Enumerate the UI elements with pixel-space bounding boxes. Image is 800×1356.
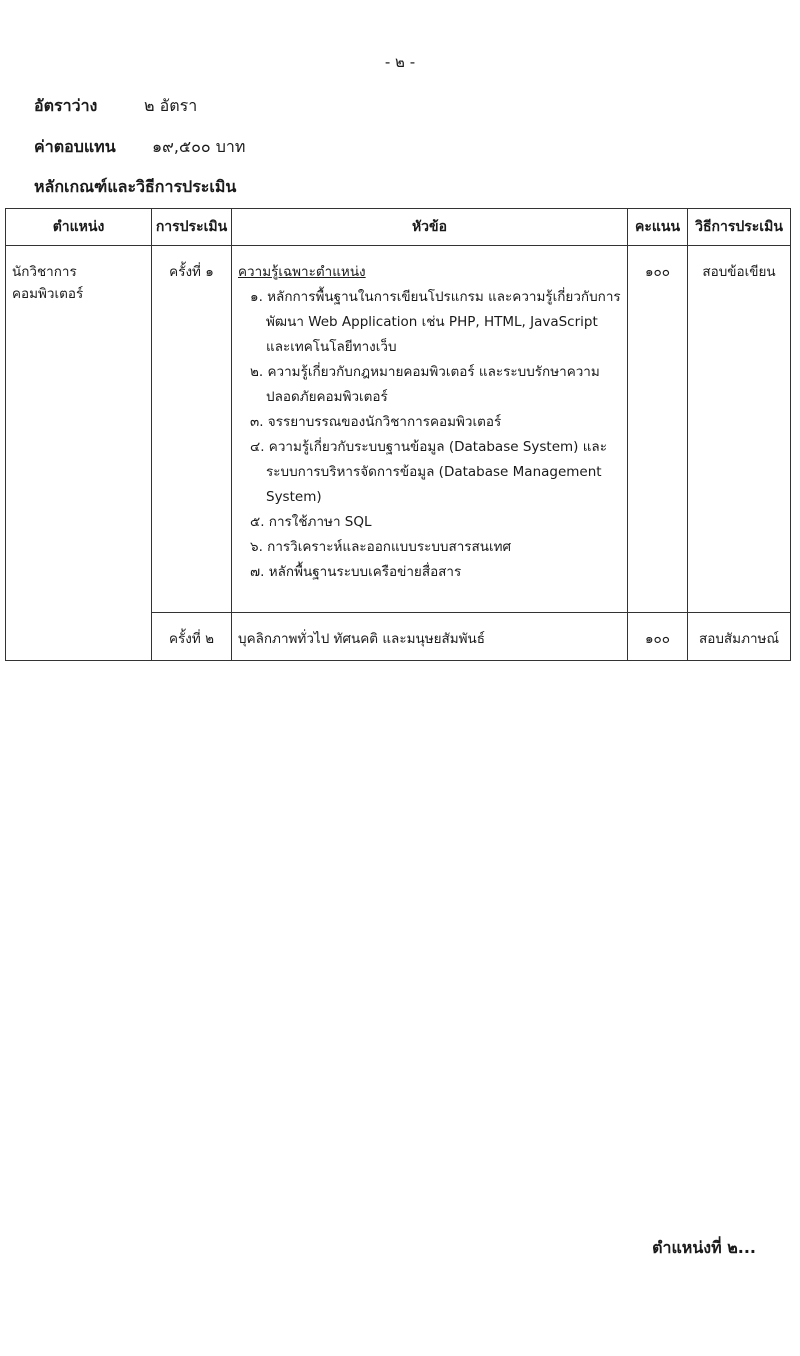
table-header-row <box>6 209 791 246</box>
round1-topic-heading: ความรู้เฉพาะตำแหน่ง <box>238 264 366 280</box>
position-cell: นักวิชาการคอมพิวเตอร์ <box>6 246 152 613</box>
salary-line <box>34 135 245 160</box>
round1-method: สอบข้อเขียน <box>688 246 791 613</box>
round1-topic-list <box>238 285 621 585</box>
salary-label: ค่าตอบแทน <box>34 137 116 156</box>
vacancy-value: ๒ อัตรา <box>144 96 198 115</box>
round2-topic: บุคลิกภาพทั่วไป ทัศนคติ และมนุษยสัมพันธ์ <box>232 613 628 661</box>
page-number: - ๒ - <box>384 53 416 71</box>
position-cell-empty <box>6 613 152 661</box>
header-score: คะแนน <box>628 209 688 246</box>
round2-method: สอบสัมภาษณ์ <box>688 613 791 661</box>
round1-score: ๑๐๐ <box>628 246 688 613</box>
round1-topics-cell <box>232 246 628 613</box>
list-item: ๖. การวิเคราะห์และออกแบบระบบสารสนเทศ <box>250 539 512 555</box>
table-row <box>6 246 791 613</box>
round2-label: ครั้งที่ ๒ <box>152 613 232 661</box>
vacancy-label: อัตราว่าง <box>34 96 98 115</box>
list-item: ๕. การใช้ภาษา SQL <box>250 514 372 530</box>
table-row <box>6 613 791 661</box>
salary-value: ๑๙,๕๐๐ บาท <box>152 137 246 156</box>
footer-continuation-note: ตำแหน่งที่ ๒... <box>652 1238 756 1257</box>
list-item: ๗. หลักพื้นฐานระบบเครือข่ายสื่อสาร <box>250 564 462 580</box>
round1-label: ครั้งที่ ๑ <box>152 246 232 613</box>
header-topic: หัวข้อ <box>232 209 628 246</box>
section-heading: หลักเกณฑ์และวิธีการประเมิน <box>34 177 237 196</box>
header-assessment: การประเมิน <box>152 209 232 246</box>
list-item: ๒. ความรู้เกี่ยวกับกฎหมายคอมพิวเตอร์ และระบบรักษาความปลอดภัยคอมพิวเตอร์ <box>250 364 600 405</box>
criteria-table <box>5 208 791 661</box>
list-item: ๔. ความรู้เกี่ยวกับระบบฐานข้อมูล (Database System) และระบบการบริหารจัดการข้อมูล (Database Management System) <box>250 439 607 505</box>
header-position: ตำแหน่ง <box>6 209 152 246</box>
header-method: วิธีการประเมิน <box>688 209 791 246</box>
round2-score: ๑๐๐ <box>628 613 688 661</box>
list-item: ๓. จรรยาบรรณของนักวิชาการคอมพิวเตอร์ <box>250 414 502 430</box>
vacancy-line <box>34 94 197 119</box>
list-item: ๑. หลักการพื้นฐานในการเขียนโปรแกรม และความรู้เกี่ยวกับการพัฒนา Web Application เช่น PHP, HTML, JavaScript และเทคโนโลยีทางเว็บ <box>250 289 621 355</box>
